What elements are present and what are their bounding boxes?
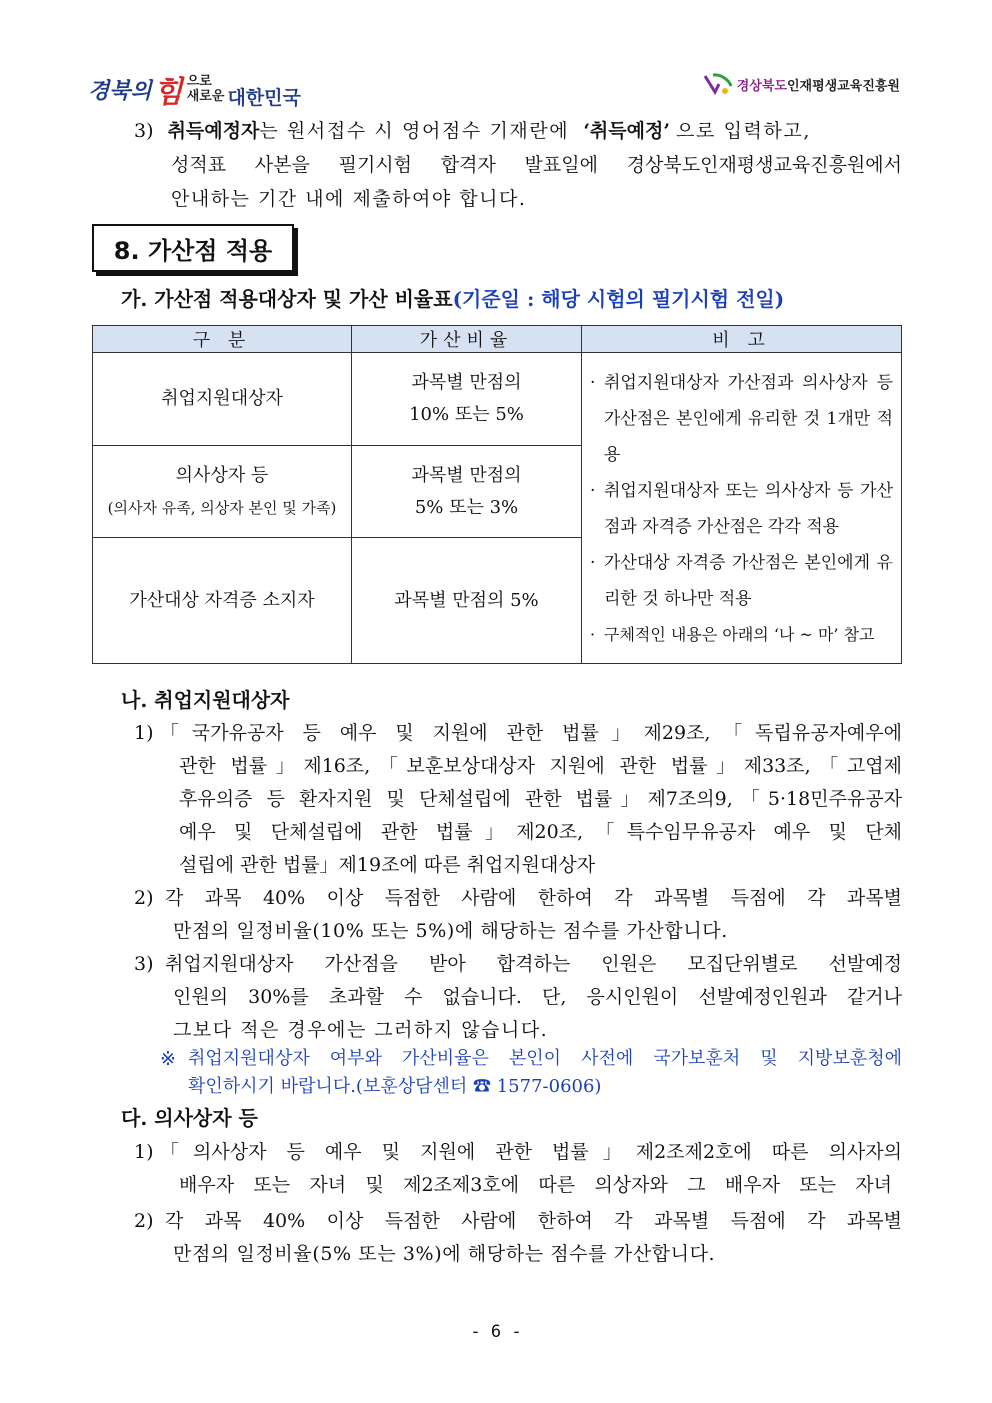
na-item3-line: 취업지원대상자 가산점을 받아 합격하는 인원은 모집단위별로 선발예정 — [165, 953, 902, 975]
row2-category-sub: (의사자 유족, 의상자 본인 및 가족) — [107, 498, 337, 517]
logo-script: 경북의 — [88, 77, 152, 104]
row1-rate — [352, 353, 582, 446]
na-item1-line: 설립에 관한 법률」제19조에 따른 취업지원대상자 — [179, 854, 596, 876]
row3-rate: 과목별 만점의 5% — [352, 538, 582, 664]
institute-logo-icon — [703, 72, 733, 96]
intro-mid: 는 원서접수 시 영어점수 기재란에 — [259, 120, 570, 142]
logo-stack — [187, 74, 225, 104]
subtitle-text: 가. 가산점 적용대상자 및 가산 비율표 — [121, 287, 453, 311]
na-item2-num: 2) — [134, 887, 154, 909]
na-note-line1: 취업지원대상자 여부와 가산비율은 본인이 사전에 국가보훈처 및 지방보훈청에 — [188, 1048, 902, 1069]
row2-rate-line1: 과목별 만점의 — [411, 464, 522, 486]
na-item1-line: 후유의증 등 환자지원 및 단체설립에 관한 법률」제7조의9,「5·18민주유공자 — [179, 788, 902, 810]
note-item: · 취업지원대상자 가산점과 의사상자 등 가산점은 본인에게 유리한 것 1개만 적용 — [590, 365, 893, 473]
intro-line-3: 안내하는 기간 내에 제출하여야 합니다. — [171, 188, 527, 210]
header-note: 비 고 — [582, 326, 902, 353]
na-item1-line: 관한 법률」제16조,「보훈보상대상자 지원에 관한 법률」제33조,「고엽제 — [179, 755, 902, 777]
da-item1-num: 1) — [134, 1141, 154, 1163]
section-title: 8. 가산점 적용 — [92, 224, 294, 272]
row1-category: 취업지원대상자 — [93, 353, 352, 446]
table-header-row — [93, 326, 902, 353]
page-number: - 6 - — [470, 1322, 522, 1342]
da-item2-num: 2) — [134, 1210, 154, 1232]
na-item1-line: 예우 및 단체설립에 관한 법률」제20조,「특수임무유공자 예우 및 단체 — [179, 821, 902, 843]
section-subtitle — [121, 285, 784, 313]
intro-line-1 — [134, 117, 811, 145]
bonus-rate-table — [92, 325, 902, 664]
na-heading: 나. 취업지원대상자 — [121, 688, 290, 712]
logo-stack-line1: 으로 — [186, 74, 212, 89]
header-rate: 가산비율 — [352, 326, 582, 353]
right-logo — [703, 72, 900, 96]
da-heading: 다. 의사상자 등 — [121, 1106, 258, 1130]
na-item3-line: 그보다 적은 경우에는 그러하지 않습니다. — [173, 1019, 549, 1041]
row2-category — [93, 446, 352, 538]
note-item: · 취업지원대상자 또는 의사상자 등 가산점과 자격증 가산점은 각각 적용 — [590, 473, 893, 545]
note-item: · 구체적인 내용은 아래의 ‘나 ~ 마’ 참고 — [590, 617, 893, 653]
table-row — [93, 353, 902, 446]
da-item1-line: 배우자 또는 자녀 및 제2조제3호에 따른 의상자와 그 배우자 또는 자녀 — [179, 1174, 892, 1196]
na-item1-num: 1) — [134, 722, 154, 744]
logo-stack-line2: 새로운 — [186, 89, 225, 104]
na-item1-line: 「국가유공자 등 예우 및 지원에 관한 법률」제29조,「독립유공자예우에 — [160, 722, 902, 744]
intro-num: 3) — [134, 120, 154, 142]
intro-quote: ‘취득예정’ — [583, 120, 670, 142]
intro-line-2: 성적표 사본을 필기시험 합격자 발표일에 경상북도인재평생교육진흥원에서 — [171, 154, 902, 176]
logo-korea: 대한민국 — [227, 87, 301, 109]
na-note-mark: ※ — [160, 1048, 176, 1070]
na-item3-line: 인원의 30%를 초과할 수 없습니다. 단, 응시인원이 선발예정인원과 같거나 — [173, 986, 902, 1008]
na-note-line2: 확인하시기 바랍니다.(보훈상담센터 ☎ 1577-0606) — [188, 1076, 602, 1097]
na-item2-line: 각 과목 40% 이상 득점한 사람에 한하여 각 과목별 득점에 각 과목별 — [165, 887, 902, 909]
intro-bold: 취득예정자 — [167, 120, 260, 142]
row1-rate-line1: 과목별 만점의 — [411, 372, 522, 393]
da-item2-line: 각 과목 40% 이상 득점한 사람에 한하여 각 과목별 득점에 각 과목별 — [165, 1210, 902, 1232]
da-item1-line: 「의사상자 등 예우 및 지원에 관한 법률」제2조제2호에 따른 의사자의 — [160, 1141, 902, 1163]
left-logo — [88, 68, 301, 110]
institute-name: 인재평생교육진흥원 — [786, 78, 900, 94]
subtitle-basis: (기준일 : 해당 시험의 필기시험 전일) — [452, 287, 785, 311]
intro-end: 으로 입력하고, — [676, 120, 812, 142]
row3-category: 가산대상 자격증 소지자 — [93, 538, 352, 664]
da-item2-line: 만점의 일정비율(5% 또는 3%)에 해당하는 점수를 가산합니다. — [173, 1243, 716, 1265]
row2-rate-line2: 5% 또는 3% — [414, 496, 519, 518]
row1-rate-line2: 10% 또는 5% — [409, 404, 524, 425]
note-item: · 가산대상 자격증 가산점은 본인에게 유리한 것 하나만 적용 — [590, 545, 893, 617]
header-category: 구 분 — [93, 326, 352, 353]
na-item3-num: 3) — [134, 953, 154, 975]
row2-rate — [352, 446, 582, 538]
na-item2-line: 만점의 일정비율(10% 또는 5%)에 해당하는 점수를 가산합니다. — [173, 920, 728, 942]
logo-heart: 힘 — [153, 75, 183, 110]
institute-prefix: 경상북도 — [736, 78, 787, 94]
table-notes — [582, 353, 902, 664]
row2-category-main: 의사상자 등 — [175, 464, 269, 486]
